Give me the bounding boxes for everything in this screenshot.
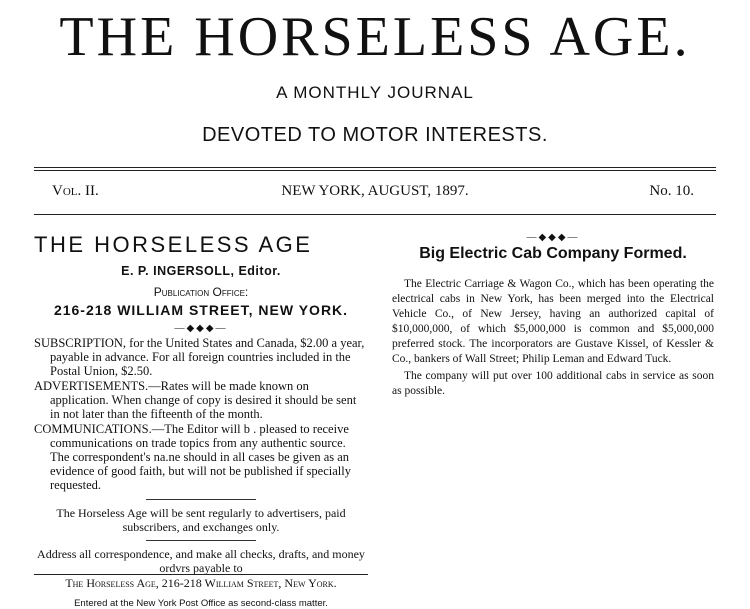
journal-tagline: DEVOTED TO MOTOR INTERESTS. [202,124,548,146]
masthead-title: THE HORSELESS AGE. [59,6,691,68]
short-divider [146,540,256,541]
ornament-divider: —◆◆◆— [174,323,228,334]
top-rule-double [34,170,716,171]
subscription-note: SUBSCRIPTION, for the United States and Canada, $2.00 a year, payable in advance. For all foreign countries included in the Postal Union, $2.50. [34,336,365,378]
entered-note: Entered at the New York Post Office as second-class matter. [74,598,328,609]
communications-note: COMMUNICATIONS.—The Editor will b . pleased to receive communications on trade topics from any authentic source. The correspondent's na.ne should in all cases be given as an evidence of good faith, but will not be published if specially requested. [34,422,351,492]
left-bottom-rule [34,574,368,575]
journal-subtitle: A MONTHLY JOURNAL [276,83,474,102]
advertisements-note: ADVERTISEMENTS.—Rates will be made known on application. When change of copy is desired it should be sent in not later than the fifteenth of the month. [34,379,357,421]
publication-address: 216-218 WILLIAM STREET, NEW YORK. [53,302,349,318]
payee-line: The Horseless Age, 216-218 William Street, New York. [65,576,337,590]
article-paragraph: The company will put over 100 additional cabs in service as soon as possible. [392,370,714,397]
article-ornament: —◆◆◆— [526,232,580,243]
editor-line: E. P. INGERSOLL, Editor. [121,264,281,278]
short-divider [146,499,256,500]
top-rule [34,167,716,168]
article-headline: Big Electric Cab Company Formed. [419,245,687,262]
publisher-box-title: THE HORSELESS AGE [34,232,313,257]
address-note: Address all correspondence, and make all checks, drafts, and money ordvrs payable to [37,547,365,575]
issue-number: No. 10. [649,183,694,199]
distribution-note: The Horseless Age will be sent regularly to advertisers, paid subscribers, and exchanges only. [56,506,346,534]
dateline-rule [34,214,716,215]
volume-label: Vol. II. [52,183,99,199]
publisher-box [34,232,368,609]
publication-office-label: Publication Office: [153,285,249,299]
article [392,232,714,399]
issue-date: NEW YORK, AUGUST, 1897. [281,183,469,199]
article-paragraph: The Electric Carriage & Wagon Co., which has been operating the electrical cabs in New York, has been merged into the Electrical Vehicle Co., of New Jersey, having an authorized capital of $10,000,000, of which $5,000,000 is common and $5,000,000 preferred stock. The incorporators are Gustave Kissel, of Kessler & Co., bankers of Wall Street; Philip Leman and Edward Tuck. [392,278,714,365]
